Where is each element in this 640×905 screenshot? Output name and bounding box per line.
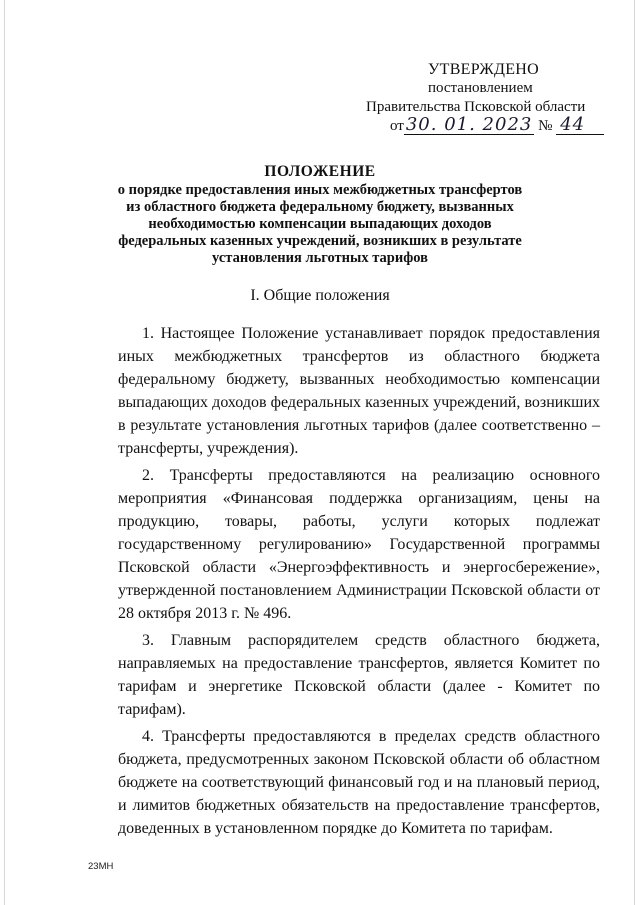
paragraph-3: 3. Главным распорядителем средств областного бюджета, направляемых на предоставление трансфертов, является Комитет по тарифам и энергетике Псковской области (далее - Комитет по тарифам). [118, 632, 600, 718]
footer-code: 23МН [88, 861, 114, 872]
paragraph-4: 4. Трансферты предоставляются в пределах средств областного бюджета, предусмотренных законом Псковской области об областном бюджете на соответствующий финансовый год и на плановый период, и лимитов бюджетных обязательств на предоставление трансфертов, доведенных в установленном порядке до Комитета по тарифам. [118, 728, 600, 837]
document-subtitle: о порядке предоставления иных межбюджетных трансфертов из областного бюджета федеральному бюджету, вызванных необходимостью компенсации выпадающих доходов федеральных казенных учреждений, возникших в результате установления льготных тарифов [117, 182, 523, 266]
scan-edge-right [634, 0, 635, 905]
date-field [404, 114, 535, 135]
section-heading: I. Общие положения [250, 287, 390, 304]
approval-line-3: Правительства Псковской области [366, 99, 586, 115]
handwritten-number: 44 [560, 114, 586, 135]
number-field [556, 114, 604, 135]
number-prefix: № [538, 118, 553, 134]
document-title-block [110, 163, 530, 267]
approval-stamp-block [360, 60, 600, 136]
date-prefix: от [390, 118, 404, 134]
scan-edge-left [4, 0, 5, 905]
paragraph-2: 2. Трансферты предоставляются на реализацию основного мероприятия «Финансовая поддержка организациям, цены на продукцию, товары, работы, услуги которых подлежат государственному регулированию» Государственной программы Псковской области «Энергоэффективность и энергосбережение», утвержденной постановлением Администрации Псковской области от 28 октября 2013 г. № 496. [118, 467, 600, 622]
handwritten-date: 30. 01. 2023 [405, 114, 533, 135]
paragraph-1: 1. Настоящее Положение устанавливает порядок предоставления иных межбюджетных трансфертов из областного бюджета федеральному бюджету, вызванных необходимостью компенсации выпадающих доходов федеральных казенных учреждений, возникших в результате установления льготных тарифов (далее соответственно – трансферты, учреждения). [118, 325, 600, 457]
document-title: ПОЛОЖЕНИЕ [264, 163, 376, 180]
approval-title: УТВЕРЖДЕНО [428, 61, 540, 78]
approval-date-number-line [360, 114, 600, 136]
approval-line-2: постановлением [428, 80, 533, 96]
document-body [118, 322, 600, 844]
